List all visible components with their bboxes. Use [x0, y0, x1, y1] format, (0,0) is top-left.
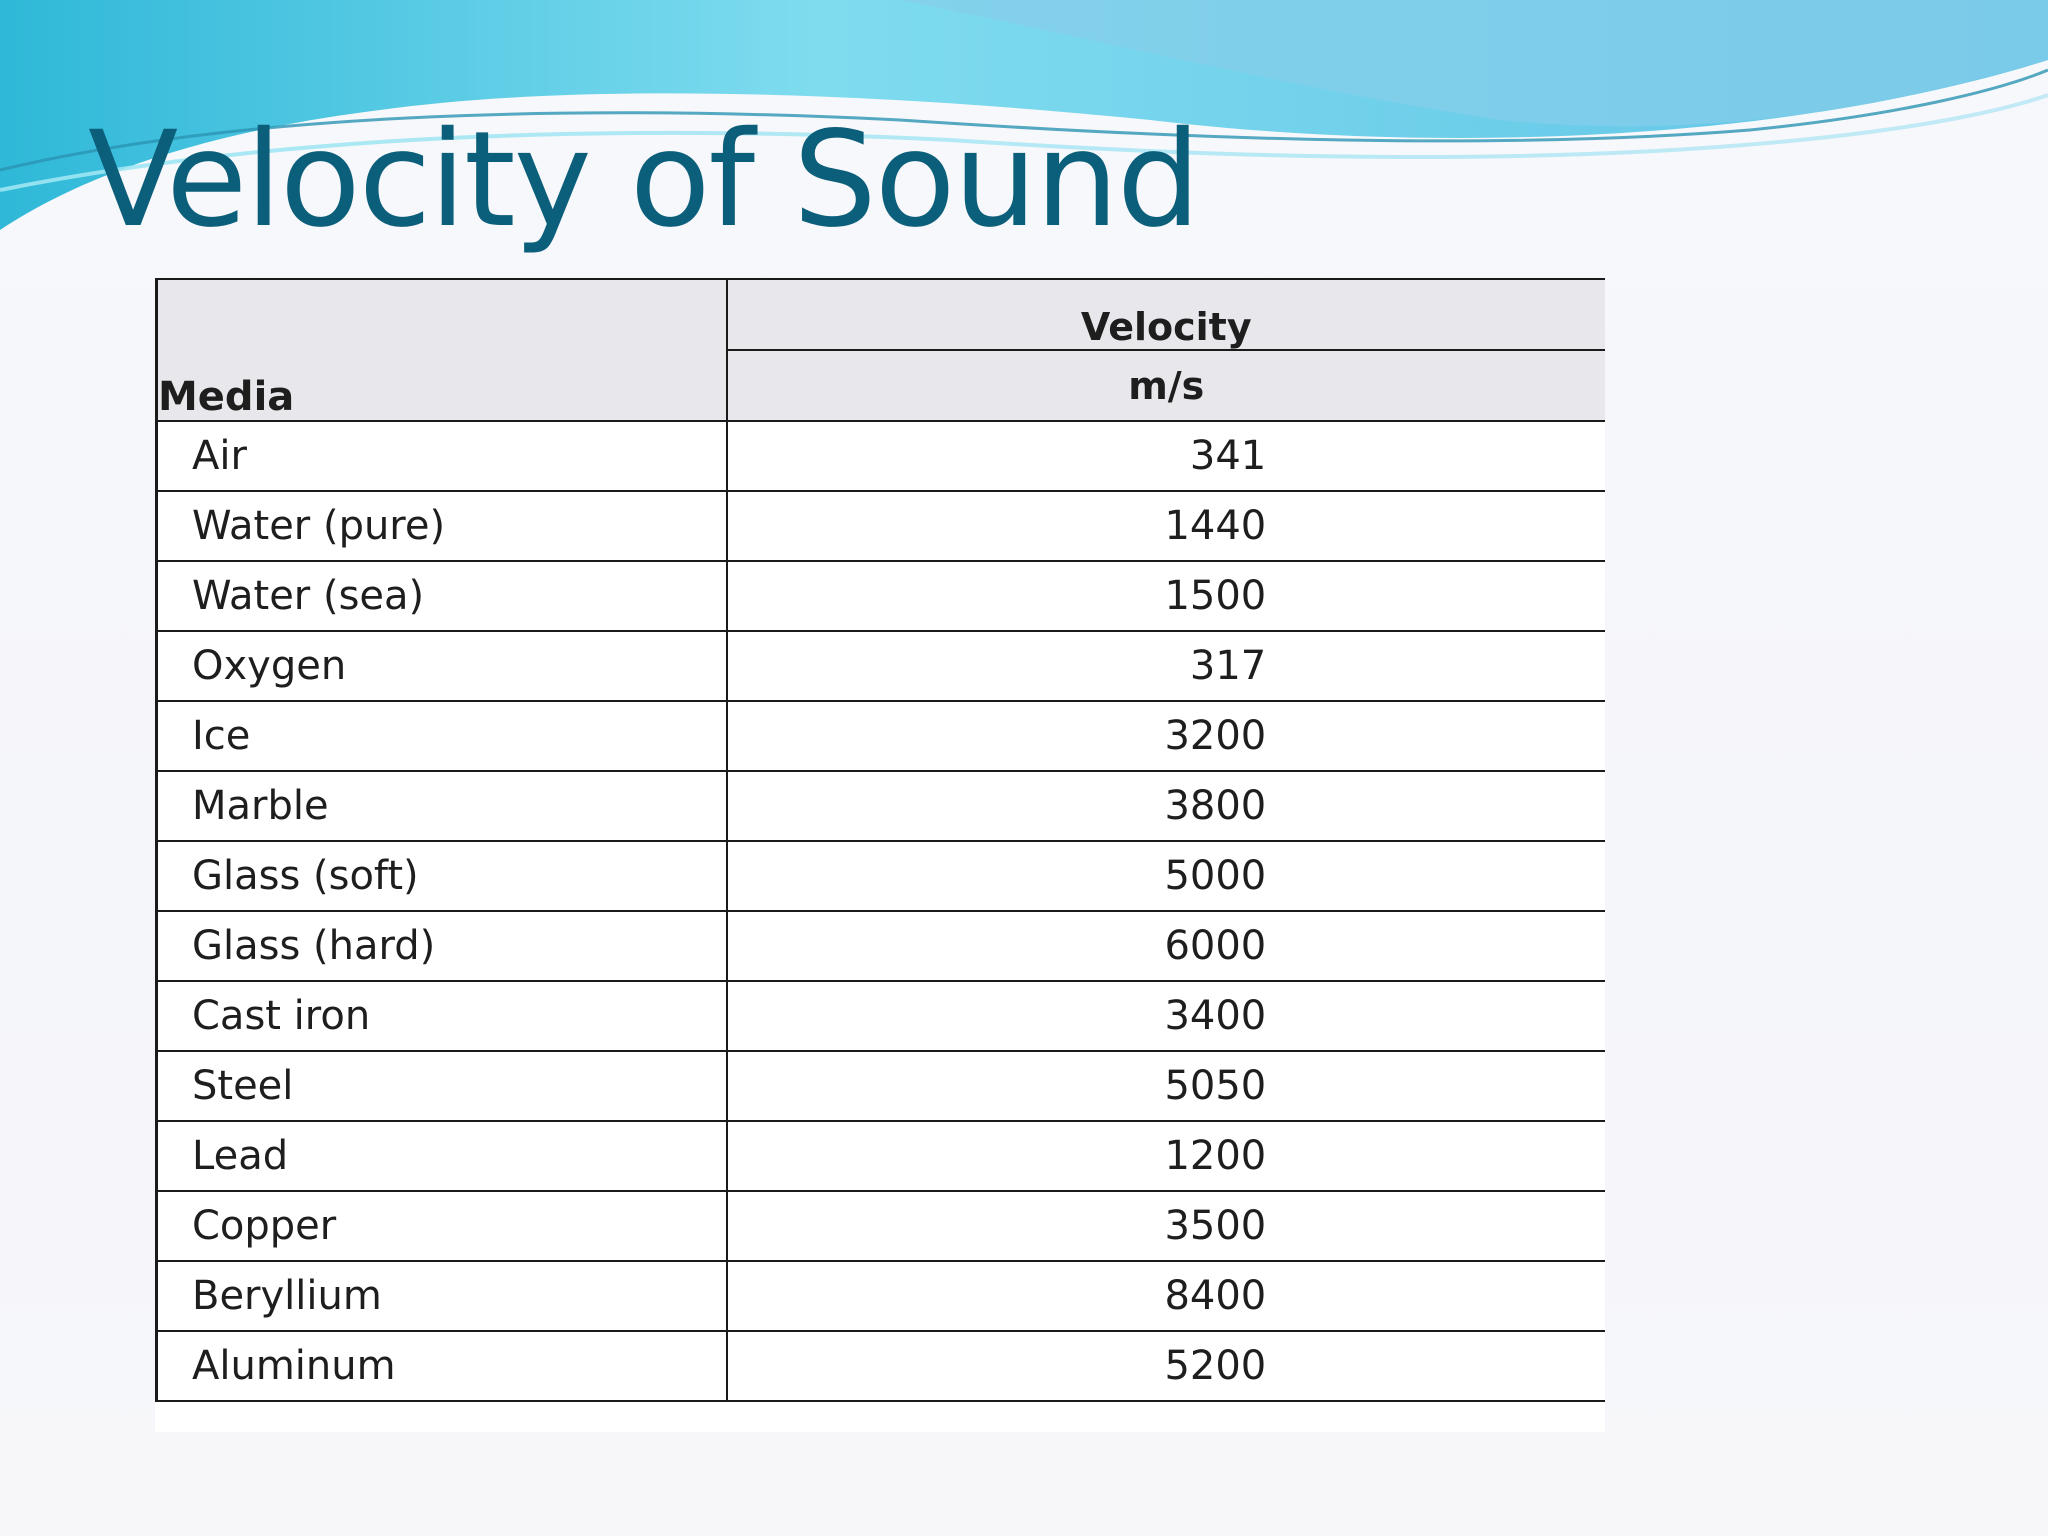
cell-velocity-value: 5200: [1164, 1343, 1267, 1389]
table-header-row: [157, 279, 1606, 350]
cell-velocity: [727, 1191, 1606, 1261]
cell-media: Air: [157, 421, 727, 491]
cell-velocity-value: 5000: [1164, 853, 1267, 899]
table-row: [157, 421, 1606, 491]
table-row: [157, 1191, 1606, 1261]
table-body: [157, 421, 1606, 1401]
cell-velocity: [727, 1331, 1606, 1401]
cell-velocity-value: 1200: [1164, 1133, 1267, 1179]
cell-velocity: [727, 701, 1606, 771]
cell-velocity-value: 1500: [1164, 573, 1267, 619]
cell-velocity-value: 3400: [1164, 993, 1267, 1039]
cell-velocity: [727, 561, 1606, 631]
cell-velocity-value: 8400: [1164, 1273, 1267, 1319]
table-row: [157, 911, 1606, 981]
table-row: [157, 1331, 1606, 1401]
cell-velocity: [727, 1051, 1606, 1121]
cell-velocity-value: 341: [1189, 433, 1267, 479]
cell-velocity-value: 6000: [1164, 923, 1267, 969]
cell-media: Steel: [157, 1051, 727, 1121]
cell-velocity-value: 5050: [1164, 1063, 1267, 1109]
cell-media: Aluminum: [157, 1331, 727, 1401]
cell-media: Glass (soft): [157, 841, 727, 911]
cell-media: Marble: [157, 771, 727, 841]
cell-velocity: [727, 631, 1606, 701]
velocity-table: [155, 278, 1605, 1402]
velocity-table-container: [155, 278, 1605, 1432]
cell-media: Beryllium: [157, 1261, 727, 1331]
cell-media: Cast iron: [157, 981, 727, 1051]
header-media: Media: [157, 279, 727, 421]
cell-velocity-value: 3500: [1164, 1203, 1267, 1249]
table-row: [157, 981, 1606, 1051]
cell-velocity: [727, 771, 1606, 841]
cell-velocity: [727, 1261, 1606, 1331]
header-velocity-label: Velocity: [1080, 305, 1252, 349]
cell-velocity-value: 317: [1189, 643, 1267, 689]
cell-velocity: [727, 1121, 1606, 1191]
header-velocity: [727, 279, 1606, 350]
table-row: [157, 1121, 1606, 1191]
cell-media: Glass (hard): [157, 911, 727, 981]
cell-velocity-value: 1440: [1164, 503, 1267, 549]
table-row: [157, 631, 1606, 701]
cell-media: Oxygen: [157, 631, 727, 701]
table-row: [157, 1261, 1606, 1331]
table-row: [157, 771, 1606, 841]
cell-media: Ice: [157, 701, 727, 771]
cell-velocity: [727, 421, 1606, 491]
table-row: [157, 701, 1606, 771]
cell-media: Lead: [157, 1121, 727, 1191]
cell-media: Water (pure): [157, 491, 727, 561]
slide-title: Velocity of Sound: [88, 103, 1199, 257]
header-unit: m/s: [727, 350, 1606, 421]
table-row: [157, 841, 1606, 911]
cell-velocity-value: 3200: [1164, 713, 1267, 759]
cell-velocity-value: 3800: [1164, 783, 1267, 829]
cell-velocity: [727, 491, 1606, 561]
table-row: [157, 1051, 1606, 1121]
cell-velocity: [727, 911, 1606, 981]
table-row: [157, 491, 1606, 561]
cell-velocity: [727, 981, 1606, 1051]
cell-media: Copper: [157, 1191, 727, 1261]
cell-media: Water (sea): [157, 561, 727, 631]
cell-velocity: [727, 841, 1606, 911]
table-row: [157, 561, 1606, 631]
